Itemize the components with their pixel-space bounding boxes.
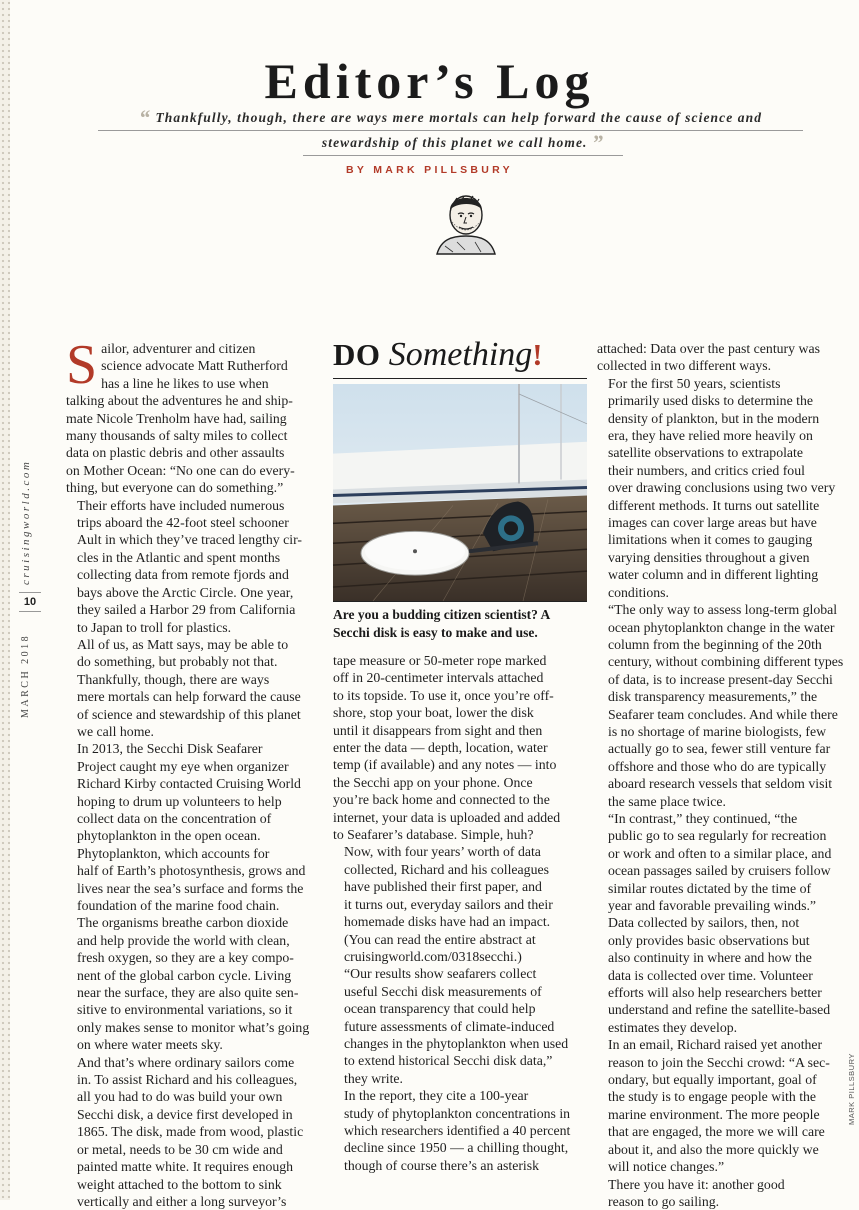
article-line: phytoplankton in the open ocean. [66,827,320,844]
article-line: or metal, needs to be 30 cm wide and [66,1141,320,1158]
article-line: era, they have relied more heavily on [597,427,847,444]
article-line: Secchi disk, a device first developed in [66,1106,320,1123]
article-line: density of plankton, but in the modern [597,410,847,427]
article-line: many thousands of salty miles to collect [66,427,320,444]
issue-date: MARCH 2018 [20,634,31,718]
article-paragraph [66,636,320,671]
article-line: estimates they develop. [597,1019,847,1036]
article-column-2 [333,652,587,1174]
article-line: reason to go sailing. [597,1193,847,1210]
article-line: talking about the adventures he and ship- [66,392,320,409]
article-line: mate Nicole Trenholm have had, sailing [66,410,320,427]
article-line: to its topside. To use it, once you’re off- [333,687,587,704]
article-line: weight attached to the bottom to sink [66,1176,320,1193]
article-line: All of us, as Matt says, may be able to [66,636,320,653]
secchi-disk-photo [333,384,587,602]
photo-credit: MARK PILLSBURY [847,1053,856,1125]
article-line: limitations when it comes to gauging [597,531,847,548]
sidebar-title-do: DO [333,337,381,372]
article-line: lives near the sea’s surface and forms the [66,880,320,897]
article-line: satellite observations to extrapolate [597,444,847,461]
article-line: Project caught my eye when organizer [66,758,320,775]
article-line: sitive to environmental variations, so it [66,1001,320,1018]
article-line: marine environment. The more people [597,1106,847,1123]
article-paragraph [597,1176,847,1210]
byline: BY MARK PILLSBURY [0,164,859,176]
article-paragraph [333,843,587,965]
article-paragraph [66,671,320,741]
article-line: varying densities throughout a given [597,549,847,566]
article-line: on Mother Ocean: “No one can do every- [66,462,320,479]
article-column-1 [66,340,320,1210]
article-line: images can cover large areas but have [597,514,847,531]
article-line: conditions. [597,584,847,601]
article-column-3 [597,340,847,1210]
article-line: data on plastic debris and other assaults [66,444,320,461]
article-paragraph [333,1087,587,1174]
article-line: nent of the global carbon cycle. Living [66,967,320,984]
article-paragraph [597,914,847,1036]
article-line: actually go to sea, fewer still venture far [597,740,847,757]
article-line: Ault in which they’ve traced lengthy cir- [66,531,320,548]
article-line: the study is to engage people with the [597,1088,847,1105]
article-line: “Our results show seafarers collect [333,965,587,982]
article-paragraph [66,1054,320,1210]
article-line: you’re back home and connected to the [333,791,587,808]
article-line: ocean phytoplankton change in the water [597,619,847,636]
article-line: over drawing conclusions using two very [597,479,847,496]
article-line: the same place twice. [597,793,847,810]
article-line: their numbers, and critics cried foul [597,462,847,479]
article-line: only makes sense to monitor what’s going [66,1019,320,1036]
article-line: trips aboard the 42-foot steel schooner [66,514,320,531]
article-line: will notice changes.” [597,1158,847,1175]
article-line: it turns out, everyday sailors and their [333,896,587,913]
article-line: efforts will also help researchers better [597,984,847,1001]
article-paragraph [597,1036,847,1175]
pull-quote-line-1 [98,106,803,131]
article-line: ocean passages sailed by cruisers follow [597,862,847,879]
article-line: also continuity in where and how the [597,949,847,966]
article-line: fresh oxygen, so they are a key compo- [66,949,320,966]
article-line: to Japan to troll for plastics. [66,619,320,636]
article-line: And that’s where ordinary sailors come [66,1054,320,1071]
article-line: in. To assist Richard and his colleagues, [66,1071,320,1088]
caption-line: Secchi disk is easy to make and use. [333,624,587,642]
pull-quote-line-2 [303,131,623,156]
drop-cap: S [66,342,97,388]
article-line: all you had to do was build your own [66,1088,320,1105]
pull-quote [98,106,803,156]
article-line: science advocate Matt Rutherford [66,357,320,374]
article-paragraph [333,652,587,843]
article-line: ondary, but equally important, goal of [597,1071,847,1088]
article-line: the Secchi app on your phone. Once [333,774,587,791]
article-line: cles in the Atlantic and spent months [66,549,320,566]
article-paragraph [597,601,847,810]
article-line: half of Earth’s photosynthesis, grows and [66,862,320,879]
article-line: “The only way to assess long-term global [597,601,847,618]
article-line: Now, with four years’ worth of data [333,843,587,860]
article-line: “In contrast,” they continued, “the [597,810,847,827]
article-line: to extend historical Secchi disk data,” [333,1052,587,1069]
article-line: of science and stewardship of this planet [66,706,320,723]
article-line: they sailed a Harbor 29 from California [66,601,320,618]
article-line: Thankfully, though, there are ways [66,671,320,688]
pull-quote-text-2: stewardship of this planet we call home. [322,135,588,150]
article-line: vertically and either a long surveyor’s [66,1193,320,1210]
article-line: mere mortals can help forward the cause [66,688,320,705]
article-line: Richard Kirby contacted Cruising World [66,775,320,792]
article-line: homemade disks have had an impact. [333,913,587,930]
article-line: only provides basic observations but [597,932,847,949]
article-line: on where water meets sky. [66,1036,320,1053]
article-line: about it, and also the more quickly we [597,1141,847,1158]
article-line: ailor, adventurer and citizen [66,340,320,357]
pull-quote-text-1: Thankfully, though, there are ways mere mortals can help forward the cause of science and [155,110,762,125]
article-line: enter the data — depth, location, water [333,739,587,756]
article-line: column from the beginning of the 20th [597,636,847,653]
article-line: Seafarer team concludes. And while there [597,706,847,723]
article-line: and help provide the world with clean, [66,932,320,949]
article-line: century, without combining different types [597,653,847,670]
article-line: understand and refine the satellite-based [597,1001,847,1018]
article-line: similar routes dictated by the time of [597,880,847,897]
article-line: collected in two different ways. [597,357,847,374]
article-line: have published their first paper, and [333,878,587,895]
article-paragraph [66,740,320,844]
article-line: internet, your data is uploaded and added [333,809,587,826]
article-line: temp (if available) and any notes — into [333,756,587,773]
article-line: painted matte white. It requires enough [66,1158,320,1175]
article-line: 1865. The disk, made from wood, plastic [66,1123,320,1140]
article-line: thing, but everyone can do something.” [66,479,320,496]
article-line: data is collected over time. Volunteer [597,967,847,984]
article-line: attached: Data over the past century was [597,340,847,357]
article-paragraph [597,340,847,375]
page-number: 10 [19,592,41,612]
sidebar-title [333,336,587,379]
article-line: until it disappears from sight and then [333,722,587,739]
article-line: cruisingworld.com/0318secchi.) [333,948,587,965]
author-portrait-illustration [431,190,501,254]
article-line: different methods. It turns out satellite [597,497,847,514]
article-line: though of course there’s an asterisk [333,1157,587,1174]
article-line: shore, stop your boat, lower the disk [333,704,587,721]
article-line: collected, Richard and his colleagues [333,861,587,878]
article-paragraph [66,340,320,497]
binding-strip [0,0,10,1200]
article-line: primarily used disks to determine the [597,392,847,409]
article-line: off in 20-centimeter intervals attached [333,669,587,686]
article-line: In an email, Richard raised yet another [597,1036,847,1053]
article-line: changes in the phytoplankton when used [333,1035,587,1052]
article-line: bays above the Arctic Circle. One year, [66,584,320,601]
article-line: tape measure or 50-meter rope marked [333,652,587,669]
article-line: Data collected by sailors, then, not [597,914,847,931]
article-line: future assessments of climate-induced [333,1018,587,1035]
article-line: useful Secchi disk measurements of [333,983,587,1000]
article-line: offshore and those who do are typically [597,758,847,775]
article-paragraph [333,965,587,1087]
article-line: Phytoplankton, which accounts for [66,845,320,862]
article-line: to Seafarer’s database. Simple, huh? [333,826,587,843]
article-line: decline since 1950 — a chilling thought, [333,1139,587,1156]
article-line: The organisms breathe carbon dioxide [66,914,320,931]
article-line: ocean transparency that could help [333,1000,587,1017]
article-line: There you have it: another good [597,1176,847,1193]
folio-website: cruisingworld.com [20,460,32,585]
article-paragraph [66,845,320,1054]
article-line: foundation of the marine food chain. [66,897,320,914]
open-quote-icon: “ [139,105,151,130]
article-line: do something, but probably not that. [66,653,320,670]
article-line: In 2013, the Secchi Disk Seafarer [66,740,320,757]
article-line: we call home. [66,723,320,740]
sidebar-title-something: Something [389,336,533,373]
article-line: they write. [333,1070,587,1087]
article-line: (You can read the entire abstract at [333,931,587,948]
photo-caption [333,606,587,641]
article-line: water column and in different lighting [597,566,847,583]
article-paragraph [597,375,847,601]
article-line: In the report, they cite a 100-year [333,1087,587,1104]
article-line: disk transparency measurements,” the [597,688,847,705]
article-line: has a line he likes to use when [66,375,320,392]
caption-line: Are you a budding citizen scientist? A [333,606,587,624]
article-line: or work and often to a similar place, and [597,845,847,862]
article-line: Their efforts have included numerous [66,497,320,514]
article-line: reason to join the Secchi crowd: “A sec- [597,1054,847,1071]
article-line: hoping to drum up volunteers to help [66,793,320,810]
article-line: that are engaged, the more we will care [597,1123,847,1140]
article-line: For the first 50 years, scientists [597,375,847,392]
close-quote-icon: ” [592,130,604,155]
article-line: which researchers identified a 40 percent [333,1122,587,1139]
article-line: year and favorable prevailing winds.” [597,897,847,914]
article-line: collecting data from remote fjords and [66,566,320,583]
article-line: study of phytoplankton concentrations in [333,1105,587,1122]
article-line: public go to sea regularly for recreation [597,827,847,844]
article-line: is no shortage of marine biologists, few [597,723,847,740]
sidebar-title-exclamation: ! [532,337,543,372]
article-line: aboard research vessels that seldom visit [597,775,847,792]
article-paragraph [597,810,847,914]
page-title: Editor’s Log [0,52,859,110]
article-line: collect data on the concentration of [66,810,320,827]
article-paragraph [66,497,320,636]
article-line: near the surface, they are also quite sen- [66,984,320,1001]
article-line: of data, is to increase present-day Secchi [597,671,847,688]
